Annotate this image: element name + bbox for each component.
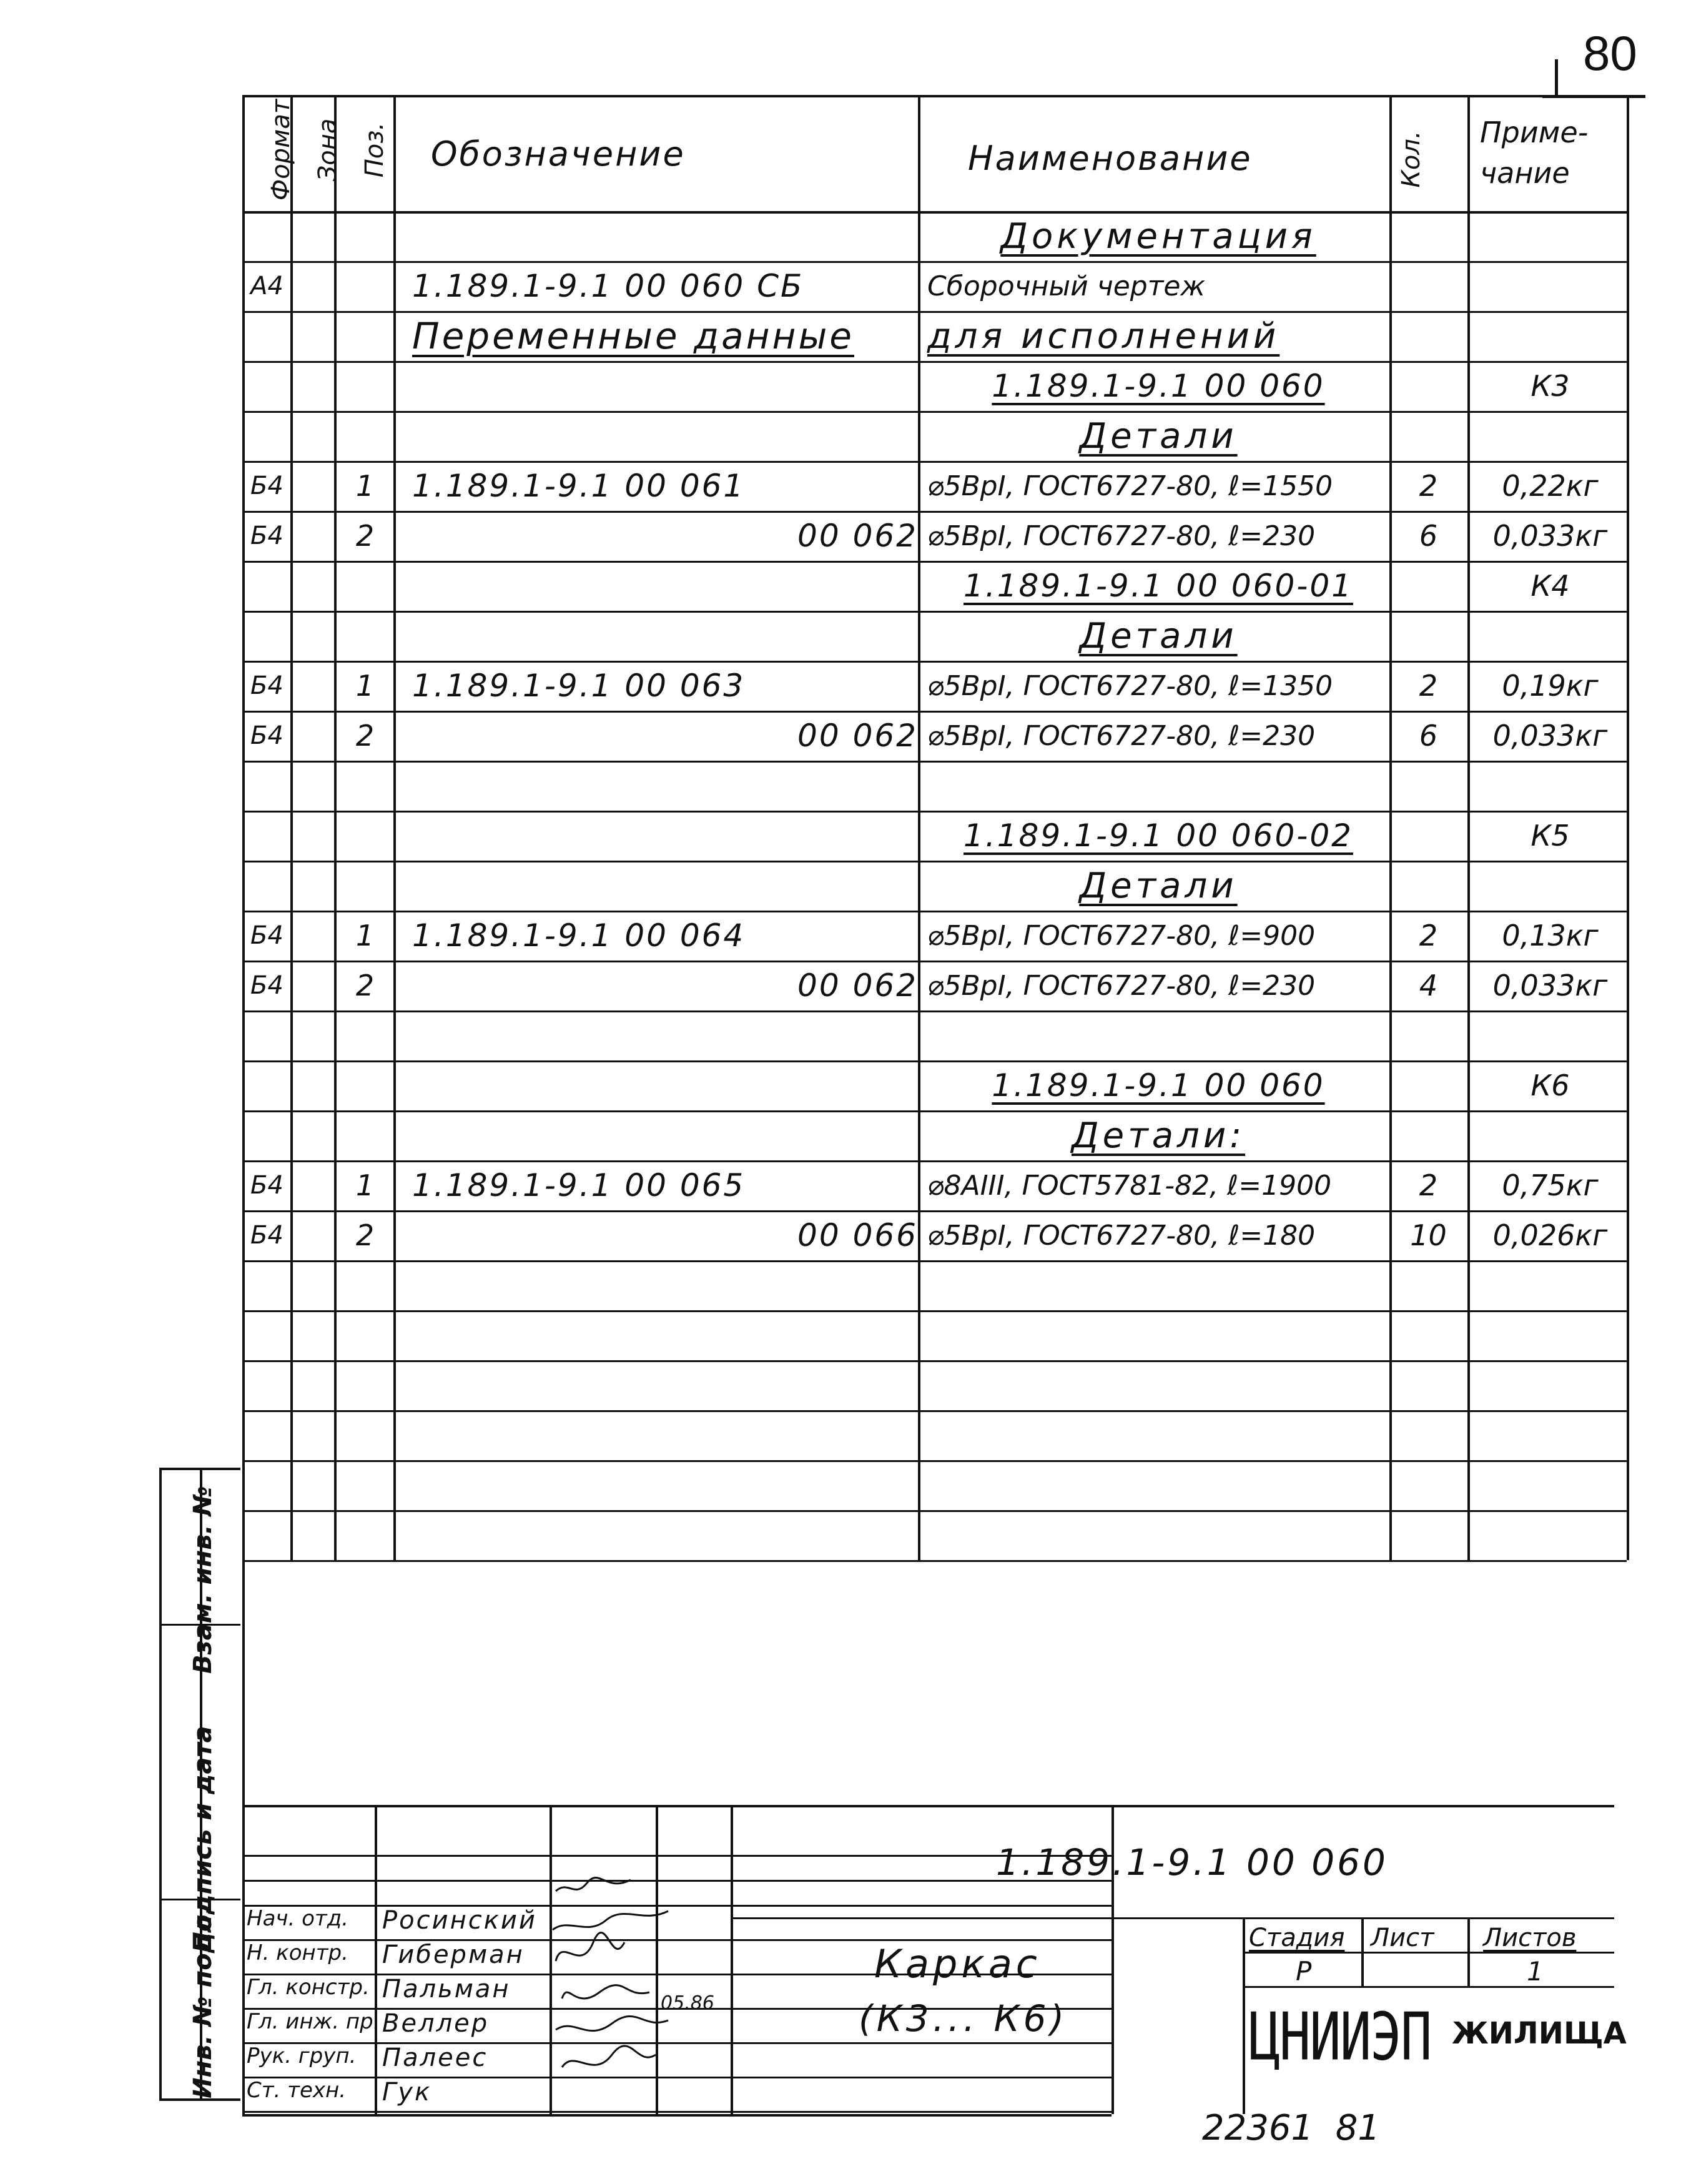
signatory-name: Гук bbox=[382, 2078, 432, 2107]
title-col-line bbox=[731, 1805, 733, 2114]
stage-col bbox=[1361, 1917, 1364, 1986]
row-name: ⌀5ВрI, ГОСТ6727-80, ℓ=900 bbox=[927, 919, 1316, 952]
stamp-outer-left bbox=[159, 1468, 162, 2098]
row-qty bbox=[1389, 1110, 1467, 1160]
row-pos bbox=[337, 861, 393, 911]
row-note: 0,033кг bbox=[1492, 519, 1608, 553]
header-pos: Поз. bbox=[360, 122, 389, 178]
row-note bbox=[1474, 411, 1627, 461]
row-format: Б4 bbox=[250, 472, 283, 500]
row-qty bbox=[1389, 361, 1467, 411]
row-designation: 00 062 bbox=[797, 718, 918, 754]
row-line bbox=[242, 1510, 1627, 1512]
row-format: Б4 bbox=[250, 971, 283, 1000]
row-note: 0,75кг bbox=[1502, 1169, 1599, 1202]
row-line bbox=[242, 1560, 1627, 1562]
row-pos bbox=[337, 311, 393, 361]
row-pos: 2 bbox=[355, 969, 375, 1002]
row-format bbox=[244, 861, 290, 911]
row-designation: 1.189.1-9.1 00 063 bbox=[412, 668, 746, 704]
stamp-bottom bbox=[159, 2098, 240, 2101]
row-pos: 2 bbox=[355, 1218, 375, 1252]
row-format bbox=[244, 561, 290, 611]
side-replace-inv: Взам. инв. № bbox=[189, 1486, 217, 1674]
row-format bbox=[244, 311, 290, 361]
signatory-role: Рук. груп. bbox=[247, 2043, 357, 2068]
header-qty: Кол. bbox=[1397, 131, 1426, 188]
row-qty bbox=[1389, 1060, 1467, 1110]
row-pos: 1 bbox=[355, 1169, 375, 1202]
stamp-top bbox=[159, 1468, 240, 1470]
footer-code: 22361 81 bbox=[1202, 2108, 1381, 2148]
row-name-heading: Детали bbox=[1079, 415, 1238, 457]
row-name-heading: 1.189.1-9.1 00 060-01 bbox=[964, 568, 1353, 604]
row-line bbox=[242, 1260, 1627, 1262]
row-qty bbox=[1389, 811, 1467, 861]
row-pos: 1 bbox=[355, 469, 375, 503]
row-designation: Переменные данные bbox=[412, 315, 854, 357]
column-line bbox=[1627, 95, 1629, 1560]
title-row-line bbox=[242, 2077, 1112, 2078]
header-zone: Зона bbox=[313, 118, 342, 182]
signatory-role: Н. контр. bbox=[247, 1940, 348, 1965]
title-row-line bbox=[242, 1880, 1112, 1882]
signatory-name: Росинский bbox=[382, 1906, 537, 1935]
title-block-top bbox=[242, 1805, 1614, 1807]
row-designation: 00 062 bbox=[797, 967, 918, 1004]
row-note: 0,19кг bbox=[1502, 669, 1599, 703]
row-note: К5 bbox=[1531, 819, 1570, 852]
title-date: 05.86 bbox=[661, 1992, 714, 2014]
row-format: А4 bbox=[250, 272, 283, 300]
row-note: 0,22кг bbox=[1502, 469, 1599, 503]
row-name: ⌀5ВрI, ГОСТ6727-80, ℓ=230 bbox=[927, 719, 1316, 752]
title-sheets-label: Листов bbox=[1483, 1924, 1577, 1952]
signatory-role: Ст. техн. bbox=[247, 2078, 347, 2103]
signatory-role: Гл. констр. bbox=[247, 1975, 370, 2000]
column-line bbox=[290, 95, 293, 1560]
row-qty: 2 bbox=[1419, 669, 1438, 703]
row-qty bbox=[1389, 411, 1467, 461]
row-note bbox=[1474, 311, 1627, 361]
row-line bbox=[242, 1310, 1627, 1312]
row-qty bbox=[1389, 311, 1467, 361]
side-sign-date: Подпись и дата bbox=[189, 1726, 217, 1953]
side-inv-no: Инв. № подл. bbox=[189, 1905, 217, 2098]
row-designation: 00 066 bbox=[797, 1217, 918, 1253]
row-format: Б4 bbox=[250, 671, 283, 700]
row-note bbox=[1474, 211, 1627, 261]
row-note: 0,033кг bbox=[1492, 969, 1608, 1002]
row-qty: 6 bbox=[1419, 719, 1438, 753]
row-note: К6 bbox=[1531, 1069, 1570, 1102]
row-format bbox=[244, 411, 290, 461]
row-name-heading: Детали bbox=[1079, 615, 1238, 656]
row-name: ⌀5ВрI, ГОСТ6727-80, ℓ=1350 bbox=[927, 670, 1333, 702]
row-pos bbox=[337, 261, 393, 311]
title-document-code: 1.189.1-9.1 00 060 bbox=[996, 1841, 1388, 1884]
header-note-2: чание bbox=[1480, 156, 1570, 190]
signatory-name: Пальман bbox=[382, 1975, 511, 2004]
row-qty: 2 bbox=[1419, 919, 1438, 952]
signatory-name: Гиберман bbox=[382, 1940, 525, 1969]
row-qty bbox=[1389, 761, 1467, 811]
table-top-border bbox=[242, 95, 1627, 97]
row-pos: 1 bbox=[355, 919, 375, 952]
row-pos: 2 bbox=[355, 719, 375, 753]
signatory-role: Нач. отд. bbox=[247, 1906, 349, 1931]
header-note-1: Приме- bbox=[1480, 116, 1589, 149]
row-line bbox=[242, 1360, 1627, 1362]
row-qty bbox=[1389, 261, 1467, 311]
title-name-line2: (К3... К6) bbox=[859, 1997, 1068, 2040]
row-note bbox=[1474, 861, 1627, 911]
header-name: Наименование bbox=[968, 139, 1253, 178]
row-note bbox=[1474, 761, 1627, 811]
row-pos bbox=[337, 611, 393, 661]
title-name-line1: Каркас bbox=[874, 1941, 1041, 1987]
row-name: ⌀5ВрI, ГОСТ6727-80, ℓ=230 bbox=[927, 520, 1316, 552]
row-name: ⌀5ВрI, ГОСТ6727-80, ℓ=180 bbox=[927, 1219, 1316, 1252]
row-format: Б4 bbox=[250, 921, 283, 950]
title-row-line bbox=[242, 1905, 1112, 1907]
stage-block-left bbox=[1243, 1917, 1245, 2114]
row-name: Сборочный чертеж bbox=[927, 270, 1206, 302]
row-pos bbox=[337, 1010, 393, 1060]
row-format bbox=[244, 211, 290, 261]
row-note bbox=[1474, 1010, 1627, 1060]
row-pos: 1 bbox=[355, 669, 375, 703]
signatory-name: Веллер bbox=[382, 2009, 490, 2038]
row-designation: 1.189.1-9.1 00 060 СБ bbox=[412, 268, 804, 304]
row-qty: 10 bbox=[1410, 1218, 1447, 1252]
row-qty bbox=[1389, 561, 1467, 611]
row-format bbox=[244, 1060, 290, 1110]
row-designation: 1.189.1-9.1 00 065 bbox=[412, 1167, 746, 1203]
title-row-line bbox=[242, 2042, 1112, 2044]
row-designation: 00 062 bbox=[797, 518, 918, 554]
row-pos bbox=[337, 561, 393, 611]
row-name bbox=[927, 761, 1389, 811]
row-qty: 4 bbox=[1419, 969, 1438, 1002]
row-format bbox=[244, 361, 290, 411]
row-designation: 1.189.1-9.1 00 064 bbox=[412, 917, 746, 954]
row-pos bbox=[337, 1060, 393, 1110]
row-format bbox=[244, 1110, 290, 1160]
row-line bbox=[242, 1460, 1627, 1462]
row-name: ⌀8АIII, ГОСТ5781-82, ℓ=1900 bbox=[927, 1169, 1332, 1202]
title-row-line bbox=[242, 2111, 1112, 2113]
row-line bbox=[242, 1410, 1627, 1412]
signatory-role: Гл. инж. пр. bbox=[247, 2009, 380, 2034]
row-name-heading: Детали bbox=[1079, 865, 1238, 906]
organization-name: ЦНИИЭП bbox=[1249, 1999, 1431, 2075]
row-format: Б4 bbox=[250, 521, 283, 550]
title-stage-label: Стадия bbox=[1249, 1924, 1345, 1952]
title-col-line bbox=[375, 1805, 377, 2114]
header-format: Формат bbox=[267, 99, 295, 201]
row-qty: 2 bbox=[1419, 469, 1438, 503]
row-name: ⌀5ВрI, ГОСТ6727-80, ℓ=1550 bbox=[927, 470, 1333, 502]
row-qty bbox=[1389, 611, 1467, 661]
row-name-heading: 1.189.1-9.1 00 060 bbox=[992, 368, 1325, 404]
title-sheet-label: Лист bbox=[1371, 1924, 1434, 1952]
row-pos bbox=[337, 761, 393, 811]
title-sheets-value: 1 bbox=[1527, 1956, 1544, 1987]
title-organization-suffix: ЖИЛИЩА bbox=[1452, 2016, 1627, 2051]
row-note: 0,13кг bbox=[1502, 919, 1599, 952]
row-format bbox=[244, 611, 290, 661]
row-format: Б4 bbox=[250, 721, 283, 750]
row-pos bbox=[337, 361, 393, 411]
row-qty: 2 bbox=[1419, 1169, 1438, 1202]
row-pos bbox=[337, 211, 393, 261]
row-format bbox=[244, 1010, 290, 1060]
title-name-top bbox=[731, 1917, 1614, 1919]
title-organization bbox=[1249, 1999, 1431, 2075]
row-qty bbox=[1389, 861, 1467, 911]
frame-bottom bbox=[242, 2114, 1112, 2117]
row-name-heading: для исполнений bbox=[927, 315, 1280, 357]
row-name-heading: 1.189.1-9.1 00 060-02 bbox=[964, 818, 1353, 854]
row-note: 0,033кг bbox=[1492, 719, 1608, 753]
signatory-name: Палеес bbox=[382, 2043, 488, 2072]
column-line bbox=[1467, 95, 1470, 1560]
row-format: Б4 bbox=[250, 1221, 283, 1250]
frame-left-lower bbox=[242, 1560, 245, 2114]
header-designation: Обозначение bbox=[431, 134, 686, 174]
row-name: ⌀5ВрI, ГОСТ6727-80, ℓ=230 bbox=[927, 969, 1316, 1002]
row-note bbox=[1474, 611, 1627, 661]
row-format bbox=[244, 761, 290, 811]
row-pos bbox=[337, 1110, 393, 1160]
row-pos bbox=[337, 411, 393, 461]
sheet-number-tick bbox=[1555, 59, 1558, 98]
title-stage-value: Р bbox=[1296, 1956, 1312, 1987]
row-qty bbox=[1389, 1010, 1467, 1060]
row-name-heading: Документация bbox=[1000, 215, 1316, 257]
row-note bbox=[1474, 1110, 1627, 1160]
title-row-line bbox=[242, 1855, 1112, 1857]
row-note: К3 bbox=[1531, 369, 1570, 403]
row-qty: 6 bbox=[1419, 519, 1438, 553]
row-note bbox=[1474, 261, 1627, 311]
sheet-number: 80 bbox=[1583, 26, 1637, 81]
row-name-heading: Детали: bbox=[1071, 1115, 1246, 1156]
row-note: 0,026кг bbox=[1492, 1218, 1608, 1252]
row-format: Б4 bbox=[250, 1171, 283, 1200]
row-name-heading: 1.189.1-9.1 00 060 bbox=[992, 1067, 1325, 1104]
stage-col bbox=[1467, 1917, 1470, 1986]
row-format bbox=[244, 811, 290, 861]
row-designation: 1.189.1-9.1 00 061 bbox=[412, 468, 746, 504]
row-note: К4 bbox=[1531, 569, 1570, 603]
row-pos bbox=[337, 811, 393, 861]
row-qty bbox=[1389, 211, 1467, 261]
signature-scribbles bbox=[550, 1867, 674, 2092]
row-name bbox=[927, 1010, 1389, 1060]
row-pos: 2 bbox=[355, 519, 375, 553]
